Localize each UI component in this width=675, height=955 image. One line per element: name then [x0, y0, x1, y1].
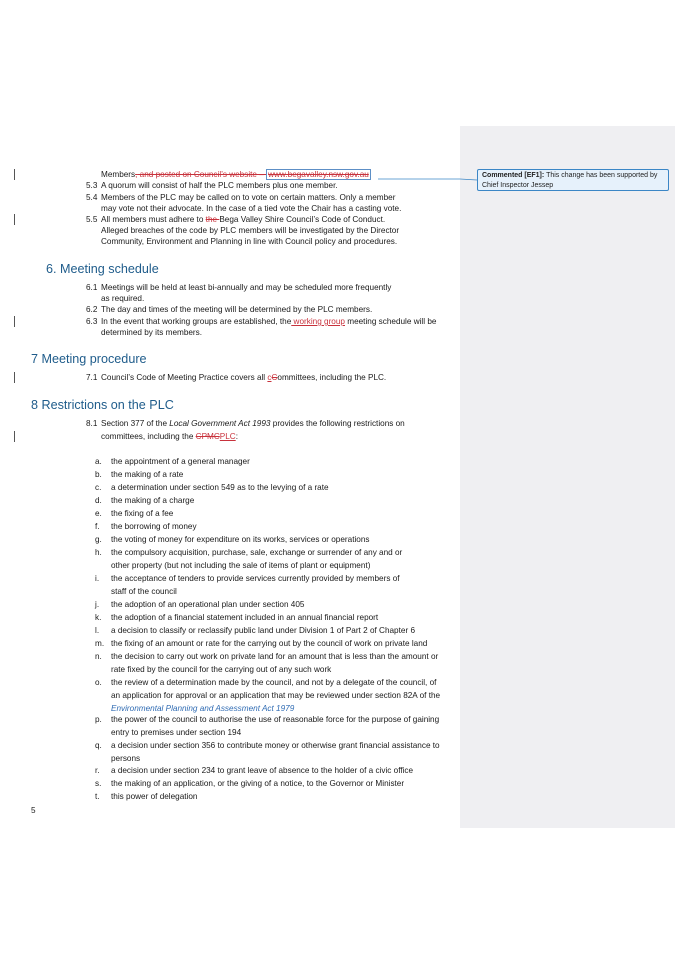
item-number: 6.1 — [86, 283, 98, 292]
list-letter: f. — [95, 522, 100, 531]
list-item-text: the voting of money for expenditure on its works, services or operations — [111, 535, 370, 544]
section-heading: 6. Meeting schedule — [46, 262, 159, 276]
deleted-text: C — [271, 373, 278, 382]
list-item-text: the appointment of a general manager — [111, 457, 250, 466]
list-item-text: the making of a rate — [111, 470, 184, 479]
list-item-text: entry to premises under section 194 — [111, 727, 242, 737]
comment-text-2: Chief Inspector Jessep — [482, 181, 554, 189]
list-item-text: staff of the council — [111, 586, 177, 596]
section-heading: 7 Meeting procedure — [31, 352, 147, 366]
list-item-text: the power of the council to authorise the use of reasonable force for the purpose of gaining — [111, 715, 440, 724]
list-item-text: rate fixed by the council for the carrying out of any such work — [111, 664, 332, 674]
list-item-text: All members must adhere to the Bega Valley Shire Council’s Code of Conduct. — [101, 215, 386, 224]
list-item-text: the fixing of a fee — [111, 509, 174, 518]
list-letter: m. — [95, 639, 105, 648]
list-item-text: a decision under section 234 to grant leave of absence to the holder of a civic office — [111, 766, 414, 775]
item-number: 5.5 — [86, 215, 98, 224]
list-item-text: other property (but not including the sale of items of plant or equipment) — [111, 560, 371, 570]
list-item-text: as required. — [101, 294, 145, 303]
item-number: 6.2 — [86, 305, 98, 314]
item-number: 5.3 — [86, 181, 98, 190]
list-item-text: the adoption of an operational plan under section 405 — [111, 600, 305, 609]
page-number: 5 — [31, 806, 36, 815]
margin-comment[interactable] — [477, 169, 669, 191]
list-letter: q. — [95, 741, 102, 750]
list-item-text: the fixing of an amount or rate for the carrying out by the council of work on private land — [111, 639, 428, 648]
act-reference-link[interactable]: Environmental Planning and Assessment Act 1979 — [111, 703, 295, 713]
list-item-text: Alleged breaches of the code by PLC members will be investigated by the Director — [101, 226, 400, 235]
list-letter: a. — [95, 457, 102, 466]
list-item-text: The day and times of the meeting will be determined by the PLC members. — [101, 305, 373, 314]
comment-text: This change has been supported by — [546, 172, 658, 179]
deleted-text: the — [205, 215, 220, 224]
item-number: 6.3 — [86, 317, 98, 326]
inserted-text: working group — [291, 317, 345, 326]
list-item-text: the compulsory acquisition, purchase, sale, exchange or surrender of any and or — [111, 548, 403, 557]
list-item-text: a determination under section 549 as to the levying of a rate — [111, 483, 329, 492]
intro-text: Section 377 of the Local Government Act 1993 provides the following restrictions on — [101, 419, 405, 428]
deleted-text: and posted on Council’s website – — [137, 170, 267, 179]
list-item-text: Community, Environment and Planning in line with Council policy and procedures. — [101, 237, 398, 246]
change-bar — [14, 431, 15, 442]
list-item-text: the decision to carry out work on private land for an amount that is less than the amount or — [111, 652, 439, 661]
item-number: 8.1 — [86, 419, 98, 428]
list-item-text: a decision to classify or reclassify public land under Division 1 of Part 2 of Chapter 6 — [111, 626, 415, 635]
list-item-text: Meetings will be held at least bi-annually and may be scheduled more frequently — [101, 283, 392, 292]
list-letter: h. — [95, 548, 102, 557]
list-letter: d. — [95, 496, 102, 505]
list-item-text: the acceptance of tenders to provide services currently provided by members of — [111, 574, 400, 583]
inserted-text: PLC — [219, 432, 236, 441]
list-item-text: A quorum will consist of half the PLC members plus one member. — [101, 181, 338, 190]
change-bar — [14, 372, 15, 383]
change-bar — [14, 316, 15, 327]
list-letter: e. — [95, 509, 102, 518]
list-letter: o. — [95, 678, 102, 687]
list-item-text: Council’s Code of Meeting Practice covers all cCommittees, including the PLC. — [101, 373, 387, 382]
list-letter: c. — [95, 483, 102, 492]
section-heading: 8 Restrictions on the PLC — [31, 398, 174, 412]
website-link[interactable]: www.begavalley.nsw.gov.au — [268, 170, 369, 179]
list-item-text: a decision under section 356 to contribute money or otherwise grant financial assistance to — [111, 741, 440, 750]
section5-members-line: Members, and posted on Council’s website – www.begavalley.nsw.gov.au — [101, 170, 369, 179]
list-letter: n. — [95, 652, 102, 661]
list-item-text: the adoption of a financial statement included in an annual financial report — [111, 613, 379, 622]
list-item-text: determined by its members. — [101, 328, 203, 337]
list-item-text: Members of the PLC may be called on to vote on certain matters. Only a member — [101, 193, 396, 202]
item-number: 5.4 — [86, 193, 98, 202]
list-letter: j. — [95, 600, 100, 609]
change-bar — [14, 169, 15, 180]
list-item-text: may vote not their advocate. In the case of a tied vote the Chair has a casting vote. — [101, 204, 402, 213]
list-letter: b. — [95, 470, 102, 479]
list-letter: k. — [95, 613, 102, 622]
list-letter: p. — [95, 715, 102, 724]
deleted-text: CPMC — [195, 432, 220, 441]
comment-author: Commented [EF1]: — [482, 172, 545, 179]
list-letter: s. — [95, 779, 102, 788]
list-item-text: persons — [111, 753, 141, 763]
list-letter: i. — [95, 574, 100, 583]
change-bar — [14, 214, 15, 225]
comment-margin-pane — [460, 126, 675, 828]
list-item-text: In the event that working groups are established, the working group meeting schedule will be — [101, 317, 437, 326]
list-item-text: this power of delegation — [111, 792, 198, 801]
list-letter: t. — [95, 792, 100, 801]
list-letter: g. — [95, 535, 102, 544]
list-letter: l. — [95, 626, 100, 635]
list-item-text: an application for approval or an application that may be reviewed under section 82A of the — [111, 690, 441, 700]
list-item-text: the review of a determination made by the council, and not by a delegate of the council, of — [111, 678, 437, 687]
list-item-text: the making of an application, or the giving of a notice, to the Governor or Minister — [111, 779, 405, 788]
intro-text: committees, including the CPMCPLC: — [101, 432, 238, 441]
list-letter: r. — [95, 766, 100, 775]
inserted-text: c — [267, 373, 272, 382]
list-item-text: the borrowing of money — [111, 522, 197, 531]
list-item-text: the making of a charge — [111, 496, 195, 505]
item-number: 7.1 — [86, 373, 98, 382]
